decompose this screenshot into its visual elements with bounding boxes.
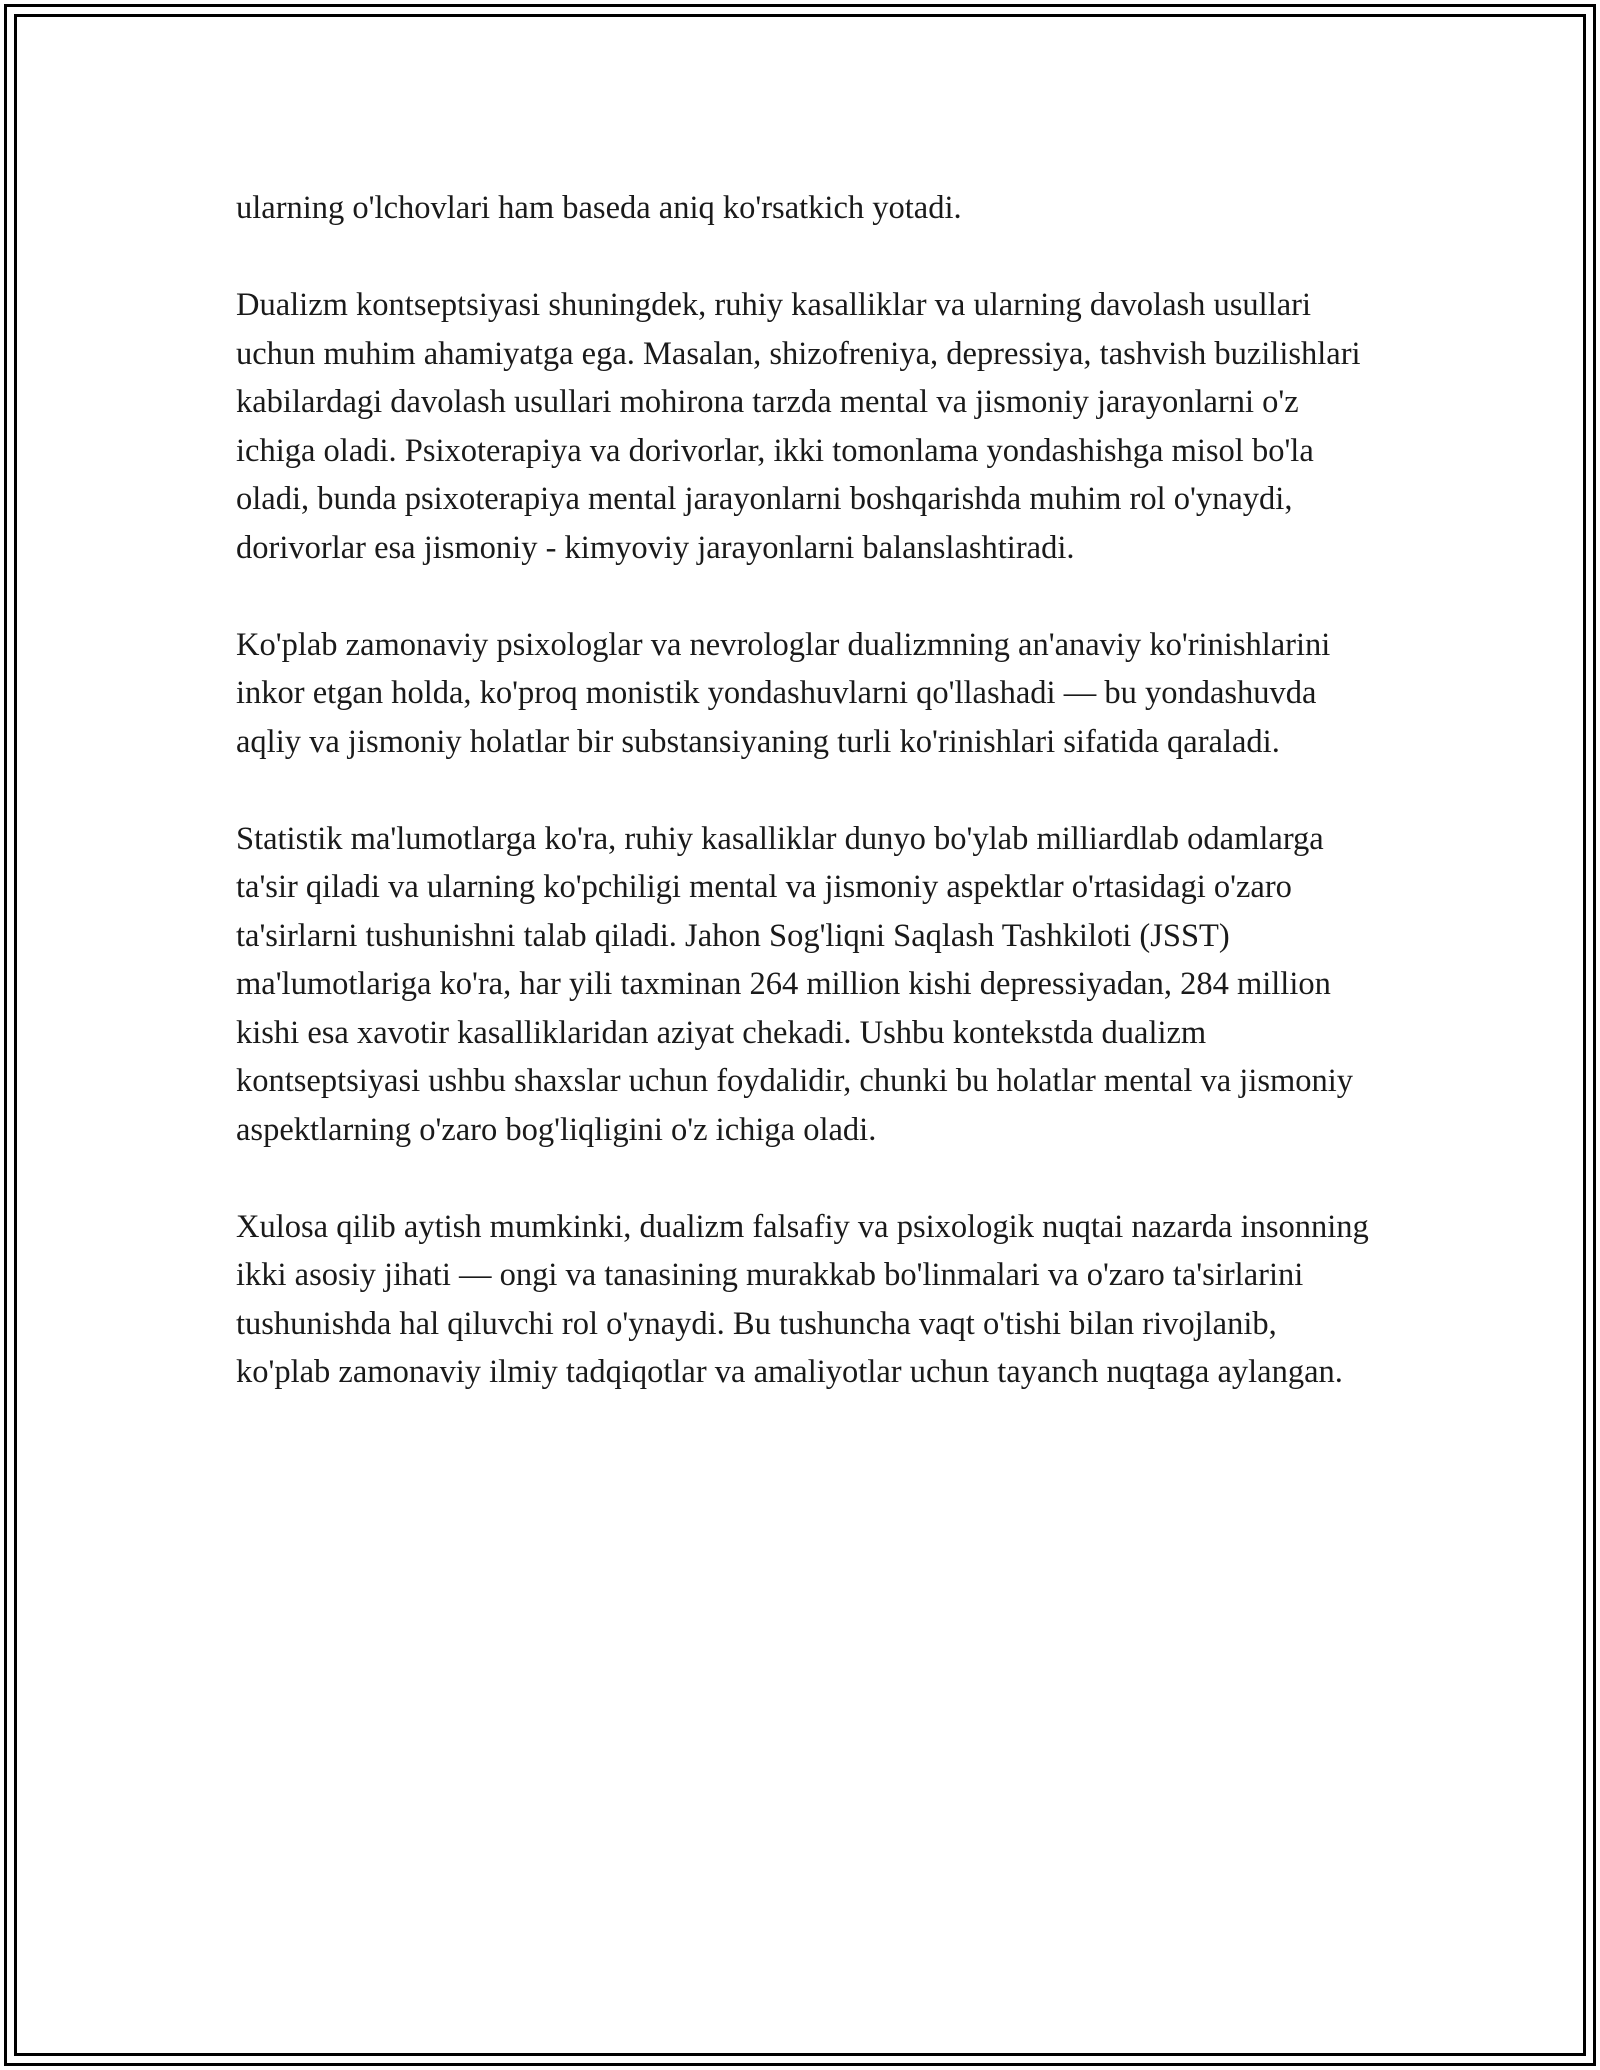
paragraph-conclusion: Xulosa qilib aytish mumkinki, dualizm falsafiy va psixologik nuqtai nazarda insonning ikki asosiy jihati — ongi va tanasining murakkab bo'linmalari va o'zaro ta'sirlarini tushunishda hal qiluvchi rol o'ynaydi. Bu tushuncha vaqt o'tishi bilan rivojlanib, ko'plab zamonaviy ilmiy tadqiqotlar va amaliyotlar uchun tayanch nuqtaga aylangan. [236, 1208, 1369, 1390]
paragraph-dualism-treatment: Dualizm kontseptsiyasi shuningdek, ruhiy kasalliklar va ularning davolash usullari uchun muhim ahamiyatga ega. Masalan, shizofreniya, depressiya, tashvish buzilishlari kabilardagi davolash usullari mohirona tarzda mental va jismoniy jarayonlarni o'z ichiga oladi. Psixoterapiya va dorivorlar, ikki tomonlama yondashishga misol bo'la oladi, bunda psixoterapiya mental jarayonlarni boshqarishda muhim rol o'ynaydi, dorivorlar esa jismoniy - kimyoviy jarayonlarni balanslashtiradi. [236, 287, 1361, 566]
paragraph-continuation: ularning o'lchovlari ham baseda aniq ko'rsatkich yotadi. [236, 190, 962, 226]
document-body [236, 184, 1376, 1445]
paragraph-monistic-approaches: Ko'plab zamonaviy psixologlar va nevrologlar dualizmning an'anaviy ko'rinishlarini inkor etgan holda, ko'proq monistik yondashuvlarni qo'llashadi — bu yondashuvda aqliy va jismoniy holatlar bir substansiyaning turli ko'rinishlari sifatida qaraladi. [236, 626, 1331, 760]
paragraph-statistics: Statistik ma'lumotlarga ko'ra, ruhiy kasalliklar dunyo bo'ylab milliardlab odamlarga ta'sir qiladi va ularning ko'pchiligi mental va jismoniy aspektlar o'rtasidagi o'zaro ta'sirlarni tushunishni talab qiladi. Jahon Sog'liqni Saqlash Tashkiloti (JSST) ma'lumotlariga ko'ra, har yili taxminan 264 million kishi depressiyadan, 284 million kishi esa xavotir kasalliklaridan aziyat chekadi. Ushbu kontekstda dualizm kontseptsiyasi ushbu shaxslar uchun foydalidir, chunki bu holatlar mental va jismoniy aspektlarning o'zaro bog'liqligini o'z ichiga oladi. [236, 820, 1354, 1148]
